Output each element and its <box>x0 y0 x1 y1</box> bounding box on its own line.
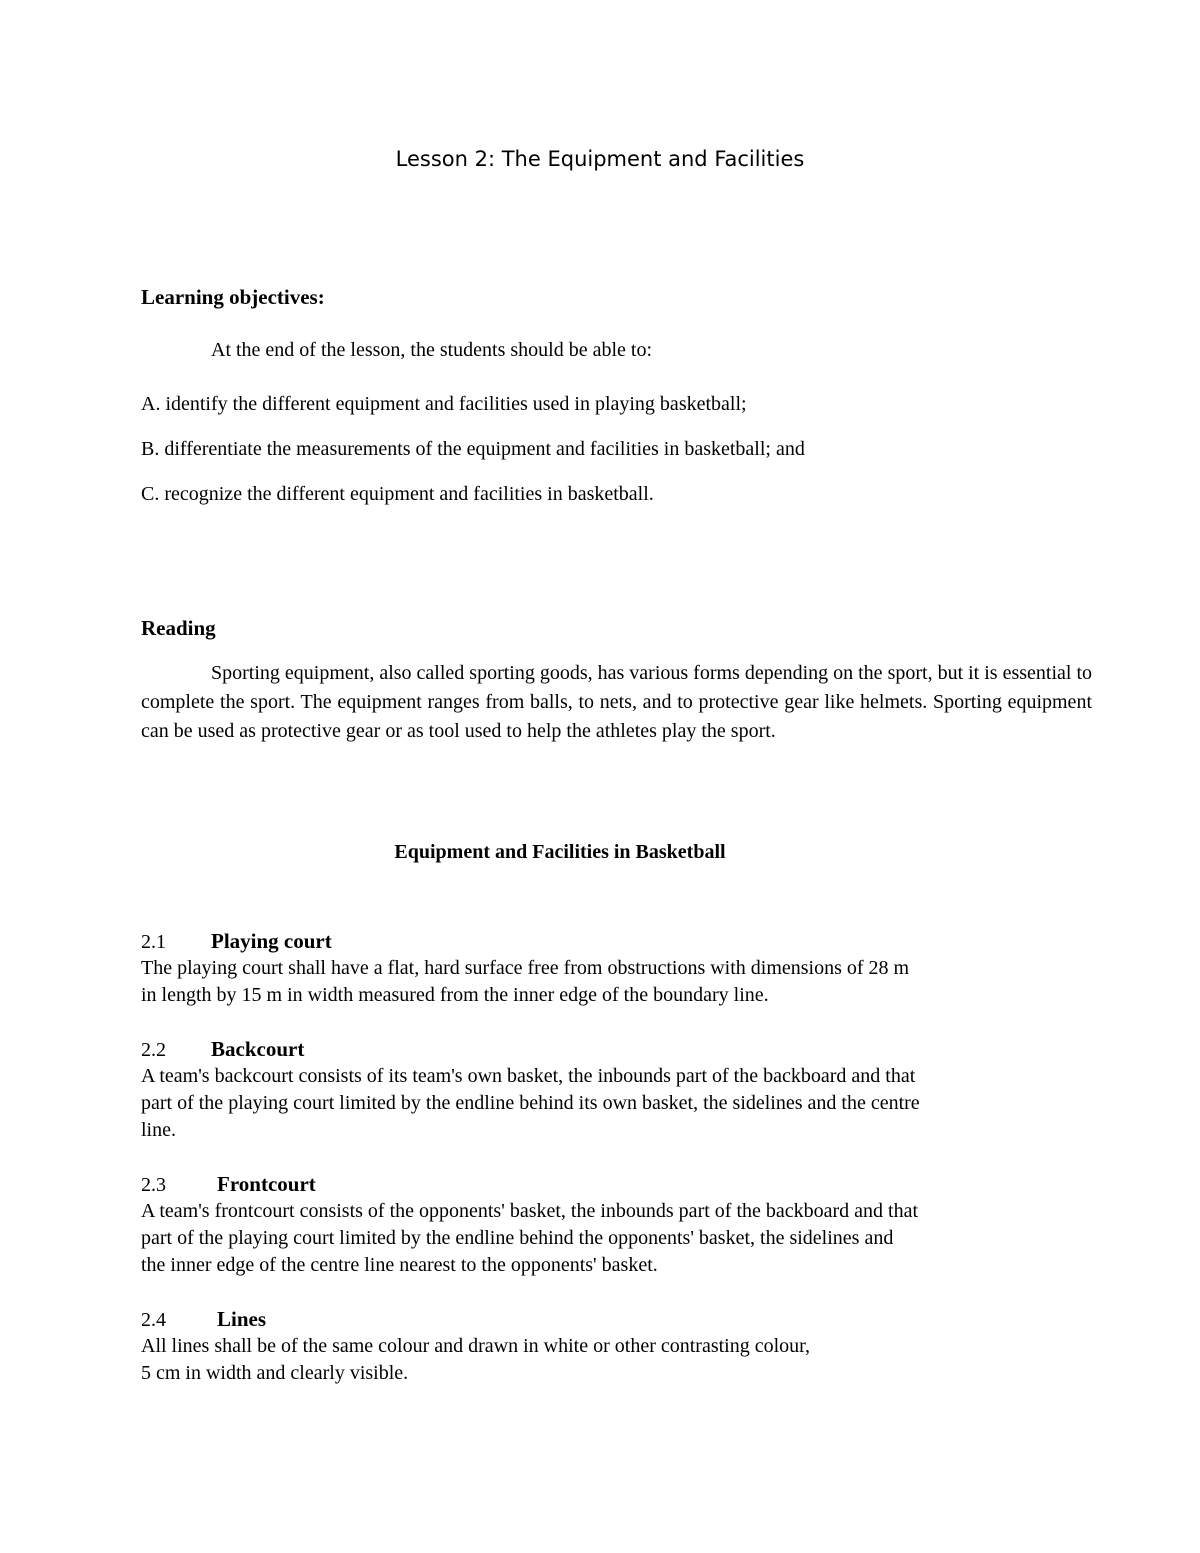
section-body <box>141 955 1061 1009</box>
section-body <box>141 1063 1061 1144</box>
equipment-heading: Equipment and Facilities in Basketball <box>394 841 726 863</box>
section-number: 2.3 <box>141 1174 166 1196</box>
section-line: 5 cm in width and clearly visible. <box>141 1362 409 1384</box>
section-title: Backcourt <box>211 1037 305 1061</box>
reading-heading: Reading <box>141 616 216 640</box>
section-number: 2.2 <box>141 1039 166 1061</box>
section-heading <box>141 1170 316 1199</box>
objective-item-c: C. recognize the different equipment and facilities in basketball. <box>141 483 654 505</box>
section-body <box>141 1333 1061 1387</box>
objective-item-a: A. identify the different equipment and facilities used in playing basketball; <box>141 393 747 415</box>
section-number: 2.1 <box>141 931 166 953</box>
section-heading <box>141 1035 304 1064</box>
section-line: The playing court shall have a flat, hard surface free from obstructions with dimensions of 28 m <box>141 957 910 979</box>
section-line: line. <box>141 1119 176 1141</box>
section-heading <box>141 1305 266 1334</box>
section-line: part of the playing court limited by the endline behind its own basket, the sidelines and the centre <box>141 1092 920 1114</box>
section-heading <box>141 927 332 956</box>
section-line: All lines shall be of the same colour and drawn in white or other contrasting colour, <box>141 1335 811 1357</box>
reading-paragraph: Sporting equipment, also called sporting goods, has various forms depending on the sport, but it is essential to complete the sport. The equipment ranges from balls, to nets, and to protective gear like helmets. Sporting equipment can be used as protective gear or as tool used to help the athletes play the sport. <box>141 662 1092 742</box>
section-title: Lines <box>217 1307 267 1331</box>
section-body <box>141 1198 1061 1279</box>
section-line: the inner edge of the centre line nearest to the opponents' basket. <box>141 1254 658 1276</box>
section-line: A team's frontcourt consists of the opponents' basket, the inbounds part of the backboard and that <box>141 1200 919 1222</box>
section-number: 2.4 <box>141 1309 166 1331</box>
section-line: part of the playing court limited by the endline behind the opponents' basket, the sidelines and <box>141 1227 894 1249</box>
section-title: Frontcourt <box>217 1172 316 1196</box>
objective-item-b: B. differentiate the measurements of the equipment and facilities in basketball; and <box>141 438 805 460</box>
objectives-heading: Learning objectives: <box>141 285 325 309</box>
page-title: Lesson 2: The Equipment and Facilities <box>395 147 805 171</box>
section-line: in length by 15 m in width measured from the inner edge of the boundary line. <box>141 984 769 1006</box>
section-title: Playing court <box>211 929 332 953</box>
section-line: A team's backcourt consists of its team's own basket, the inbounds part of the backboard and that <box>141 1065 916 1087</box>
objectives-intro: At the end of the lesson, the students should be able to: <box>211 339 653 361</box>
